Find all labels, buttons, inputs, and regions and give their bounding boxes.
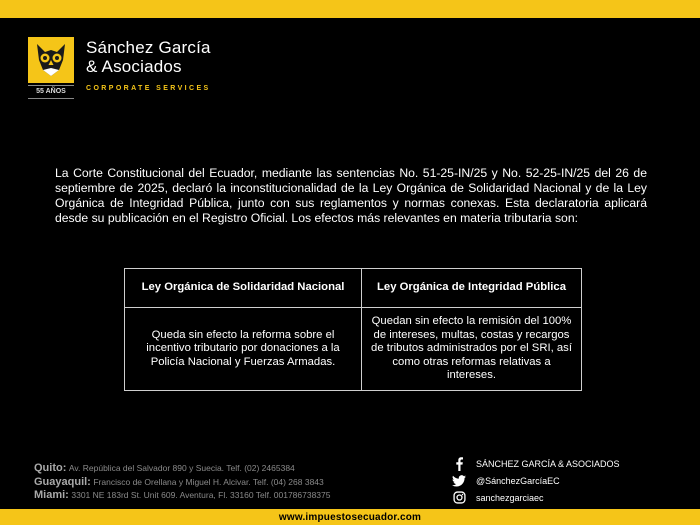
twitter-icon xyxy=(452,474,466,488)
top-accent-bar xyxy=(0,0,700,18)
social-label: sanchezgarciaec xyxy=(476,492,544,503)
office-miami xyxy=(34,489,414,503)
social-facebook[interactable] xyxy=(452,456,682,471)
table-row xyxy=(125,308,582,391)
company-tagline: CORPORATE SERVICES xyxy=(86,85,211,92)
table-cell-solidaridad: Queda sin efecto la reforma sobre el incentivo tributario por donaciones a la Policía Nacional y Fuerzas Armadas. xyxy=(125,308,362,391)
table-header-solidaridad: Ley Orgánica de Solidaridad Nacional xyxy=(125,269,362,308)
company-name xyxy=(86,38,211,76)
social-label: @SánchezGarcíaEC xyxy=(476,475,560,486)
website-link[interactable]: www.impuestosecuador.com xyxy=(278,511,422,523)
instagram-icon xyxy=(452,491,466,505)
facebook-icon xyxy=(452,457,466,471)
table-header-integridad: Ley Orgánica de Integridad Pública xyxy=(362,269,582,308)
office-address: Francisco de Orellana y Miguel H. Alcivar. Telf. (04) 268 3843 xyxy=(93,476,324,487)
years-badge: 55 AÑOS xyxy=(28,85,74,99)
social-instagram[interactable] xyxy=(452,490,682,505)
intro-paragraph: La Corte Constitucional del Ecuador, mediante las sentencias No. 51-25-IN/25 y No. 52-25-IN/25 del 26 de septiembre de 2025, declaró la inconstitucionalidad de la Ley Orgánica de Solidaridad Nacional y de la Ley Orgánica de Integridad Pública, junto con sus reglamentos y normas conexas. Esta declaratoria aplicará desde su publicación en el Registro Oficial. Los efectos más relevantes en materia tributaria son: xyxy=(55,166,647,225)
social-label: SÁNCHEZ GARCÍA & ASOCIADOS xyxy=(476,458,620,469)
office-quito xyxy=(34,462,414,476)
office-address: Av. República del Salvador 890 y Suecia. Telf. (02) 2465384 xyxy=(68,463,295,473)
social-links xyxy=(452,456,682,507)
table-cell-integridad: Quedan sin efecto la remisión del 100% de intereses, multas, costas y recargos de tributos administrados por el SRI, así como otras reformas relativas a intereses. xyxy=(362,308,582,391)
company-name-line1: Sánchez García xyxy=(86,38,211,57)
table-header-row xyxy=(125,269,582,308)
company-logo xyxy=(28,37,228,99)
office-address: 3301 NE 183rd St. Unit 609. Aventura, Fl. 33160 Telf. 001786738375 xyxy=(71,490,331,500)
office-guayaquil xyxy=(34,476,414,490)
company-name-line2: & Asociados xyxy=(86,57,182,76)
office-city: Quito: xyxy=(34,462,67,474)
comparison-table xyxy=(124,268,582,391)
social-twitter[interactable] xyxy=(452,473,682,488)
office-addresses xyxy=(34,462,414,503)
office-city: Miami: xyxy=(34,489,69,501)
office-city: Guayaquil: xyxy=(34,475,91,488)
bottom-accent-bar xyxy=(0,509,700,525)
owl-emblem-icon xyxy=(28,37,74,83)
